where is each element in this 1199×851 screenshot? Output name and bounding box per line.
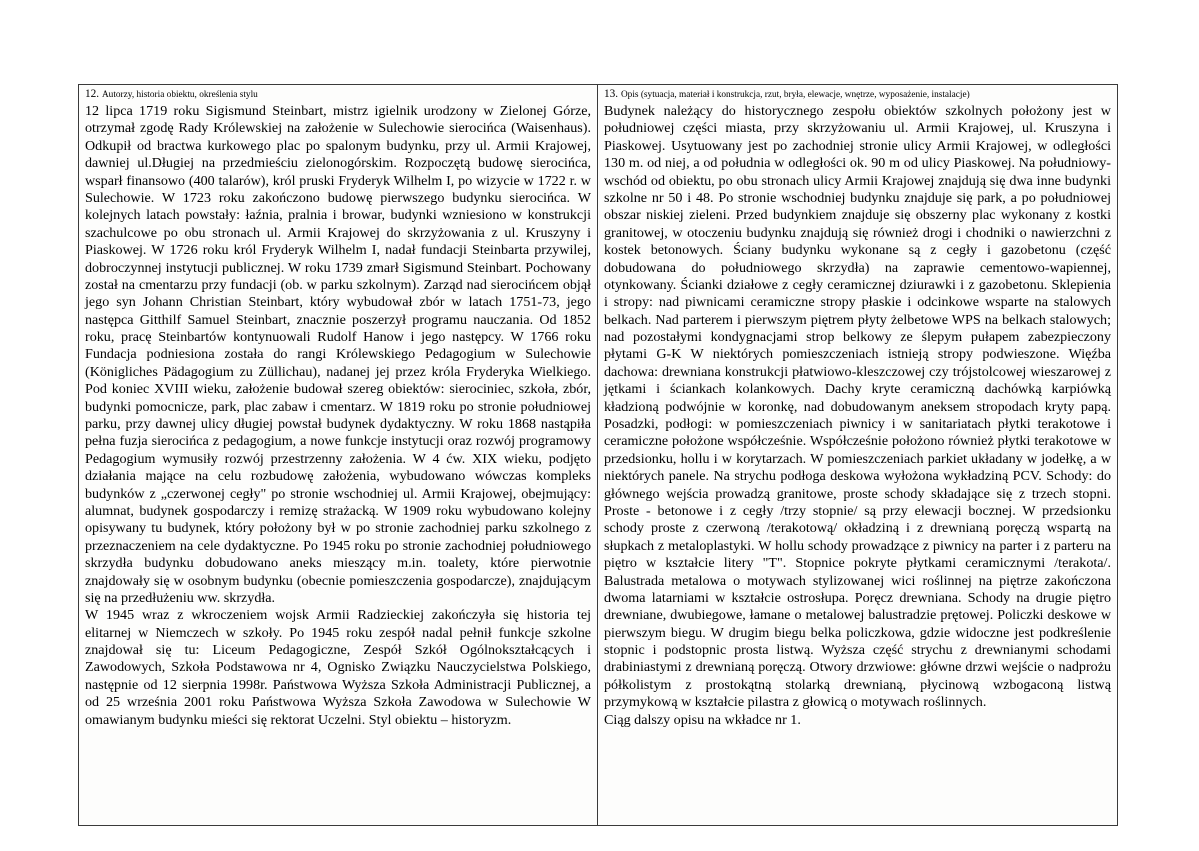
field-12-paragraph-2: W 1945 wraz z wkroczeniem wojsk Armii Radzieckiej zakończyła się historia tej elitarnej w Niemczech w szkoły. Po 1945 roku zespół nadal pełnił funkcje szkolne znajdował się tu: Liceum Pedagogiczne, Zespół Szkół Ogólnokształcących i Zawodowych, Szkoła Podstawowa nr 4, Ognisko Związku Nauczycielstwa Polskiego, następnie od 12 sierpnia 1998r. Państwowa Wyższa Szkoła Administracji Publicznej, a od 25 września 2001 roku Państwowa Wyższa Szkoła Zawodowa w Sulechowie W omawianym budynku mieści się rektorat Uczelni. Styl obiektu – historyzm. — [85, 607, 591, 728]
field-13-continuation-note: Ciąg dalszy opisu na wkładce nr 1. — [604, 711, 801, 728]
field-13-label: Opis (sytuacja, materiał i konstrukcja, rzut, bryła, elewacje, wnętrze, wyposażenie, instalacje) — [620, 90, 970, 100]
field-13-number: 13. — [604, 88, 619, 100]
field-12-cell — [79, 85, 598, 825]
field-12-label: Autorzy, historia obiektu, określenia stylu — [101, 90, 258, 100]
field-12-header — [85, 88, 591, 101]
field-12-number: 12. — [85, 88, 100, 100]
field-13-header — [604, 88, 1111, 101]
form-sheet — [78, 84, 1118, 826]
field-13-body — [604, 103, 1111, 729]
field-13-cell — [598, 85, 1117, 825]
field-12-paragraph-1: 12 lipca 1719 roku Sigismund Steinbart, mistrz igielnik urodzony w Zielonej Górze, otrzymał zgodę Rady Królewskiej na założenie w Sulechowie sierocińca (Waisenhaus). Odkupił od bractwa kurkowego plac po spalonym budynku, przy ul. Armii Krajowej, dawniej ul.Długiej na przedmieściu zielonogórskim. Rozpoczętą budowę sierocińca, wsparł finansowo (400 talarów), król pruski Fryderyk Wilhelm I, po wizycie w 1722 r. w Sulechowie. W 1723 roku zakończono budowę pierwszego budynku sierocińca. W kolejnych latach powstały: łaźnia, pralnia i browar, budynki wzniesiono w konstrukcji szachulcowe po obu stronach ul. Armii Krajowej do skrzyżowania z ul. Kruszyny i Piaskowej. W 1726 roku król Fryderyk Wilhelm I, nadał fundacji Steinbarta przywilej, dobroczynnej instytucji publicznej. W roku 1739 zmarł Sigismund Steinbart. Pochowany został na cmentarzu przy fundacji (ob. w parku szkolnym). Zarząd nad sierocińcem objął jego syn Johann Christian Steinbart, który wybudował zbór w latach 1751-73, jego następca Gitthilf Samuel Steinbart, znacznie poszerzył programu nauczania. Od 1852 roku, pracę Steinbartów kontynuowali Rudolf Hanow i jego następcy. W 1766 roku Fundacja podniesiona została do rangi Królewskiego Pedagogium w Sulechowie (Königliches Pädagogium zu Züllichau), nadanej jej przez króla Fryderyka Wielkiego. Pod koniec XVIII wieku, założenie budował szereg obiektów: sierociniec, szkoła, zbór, budynki pomocnicze, park, plac zabaw i cmentarz. W 1819 roku po stronie południowej parku, przy dawnej ulicy długiej powstał budynek dydaktyczny. W roku 1868 nastąpiła pełna fuzja sierocińca z pedagogium, a nowe funkcje instytucji oraz rozwój programowy Pedagogium wymusiły rozwój przestrzenny założenia. W 4 ćw. XIX wieku, podjęto działania mające na celu rozbudowę założenia, wybudowano wówczas kompleks budynków z „czerwonej cegły" po stronie wschodniej ul. Armii Krajowej, obejmujący: alumnat, budynek gospodarczy i remizę strażacką. W 1909 roku wybudowano kolejny opisywany tu budynek, który położony był w po stronie zachodniej parku szkolnego z przeznaczeniem na cele dydaktyczne. Po 1945 roku po stronie zachodniej południowego skrzydła budynku dobudowano aneks mieszący m.in. toalety, które pierwotnie znajdowały się w osobnym budynku (obecnie pomieszczenia gospodarcze), znajdującym się na przedłużeniu ww. skrzydła. — [85, 102, 591, 606]
field-12-body — [85, 103, 591, 729]
field-13-paragraph-1: Budynek należący do historycznego zespołu obiektów szkolnych położony jest w południowej części miasta, przy skrzyżowaniu ul. Armii Krajowej, ul. Kruszyna i Piaskowej. Usytuowany jest po zachodniej stronie ulicy Armii Krajowej, w odległości 130 m. od niej, a od południa w odległości ok. 90 m od ulicy Piaskowej. Na południowy-wschód od obiektu, po obu stronach ulicy Armii Krajowej znajdują się dwa inne budynki szkolne nr 50 i 48. Po stronie wschodniej budynku znajduje się park, a po południowej obszar niskiej zieleni. Przed budynkiem znajduje się obszerny plac wykonany z kostki granitowej, w otoczeniu budynku znajdują się również drogi i chodniki o nawierzchni z kostek betonowych. Ściany budynku wykonane są z cegły i gazobetonu (część dobudowana do południowego skrzydła) na zaprawie cementowo-wapiennej, otynkowany. Ścianki działowe z cegły ceramicznej dziurawki i z gazobetonu. Sklepienia i stropy: nad piwnicami ceramiczne stropy płaskie i odcinkowe wsparte na stalowych belkach. Nad parterem i pierwszym piętrem płyty żelbetowe WPS na belkach stalowych; nad pozostałymi kondygnacjami strop belkowy ze ślepym pułapem zabezpieczony płytami G-K W niektórych pomieszczeniach istnieją stropy podwieszone. Więźba dachowa: drewniana konstrukcji płatwiowo-kleszczowej czy trójstolcowej wieszarowej z jętkami i ściankach kolankowych. Dachy kryte ceramiczną dachówką karpiówką kładzioną podwójnie w koronkę, nad dobudowanym aneksem stropodach kryty papą. Posadzki, podłogi: w pomieszczeniach piwnicy i w sanitariatach płytki terakotowe i ceramiczne położone współcześnie. Współcześnie położono również płytki terakotowe w przedsionku, hollu i w korytarzach. W pomieszczeniach parkiet układany w jodełkę, a w niektórych panele. Na strychu podłoga deskowa wyłożona wykładziną PCV. Schody: do głównego wejścia prowadzą granitowe, proste schody składające się z trzech stopni. Proste - betonowe i z cegły /trzy stopnie/ są przy elewacji bocznej. W przedsionku schody proste z czerwoną /terakotową/ okładziną i z drewnianą poręczą wspartą na słupkach z metaloplastyki. W hollu schody prowadzące z piwnicy na parter i z parteru na piętro w kształcie litery "T". Stopnice pokryte płytkami ceramicznymi /terakota/. Balustrada metalowa o motywach stylizowanej wici roślinnej na piętrze zakończona dwoma latarniami w kształcie ostrosłupa. Poręcz drewniana. Schody na drugie piętro drewniane, dwubiegowe, łamane o metalowej balustradzie prętowej. Policzki deskowe w pierwszym biegu. W drugim biegu belka policzkowa, gdzie widoczne jest podkreślenie stopnic i podstopnic prosta listwą. Wyższa część strychu z drewnianymi schodami drabiniastymi z drewnianą poręczą. Otwory drzwiowe: główne drzwi wejście o nadprożu półkolistym z prostokątną stolarką drewnianą, płycinową wzbogaconą listwą przymykową w kształcie pilastra z głowicą o motywach roślinnych. — [604, 102, 1111, 711]
